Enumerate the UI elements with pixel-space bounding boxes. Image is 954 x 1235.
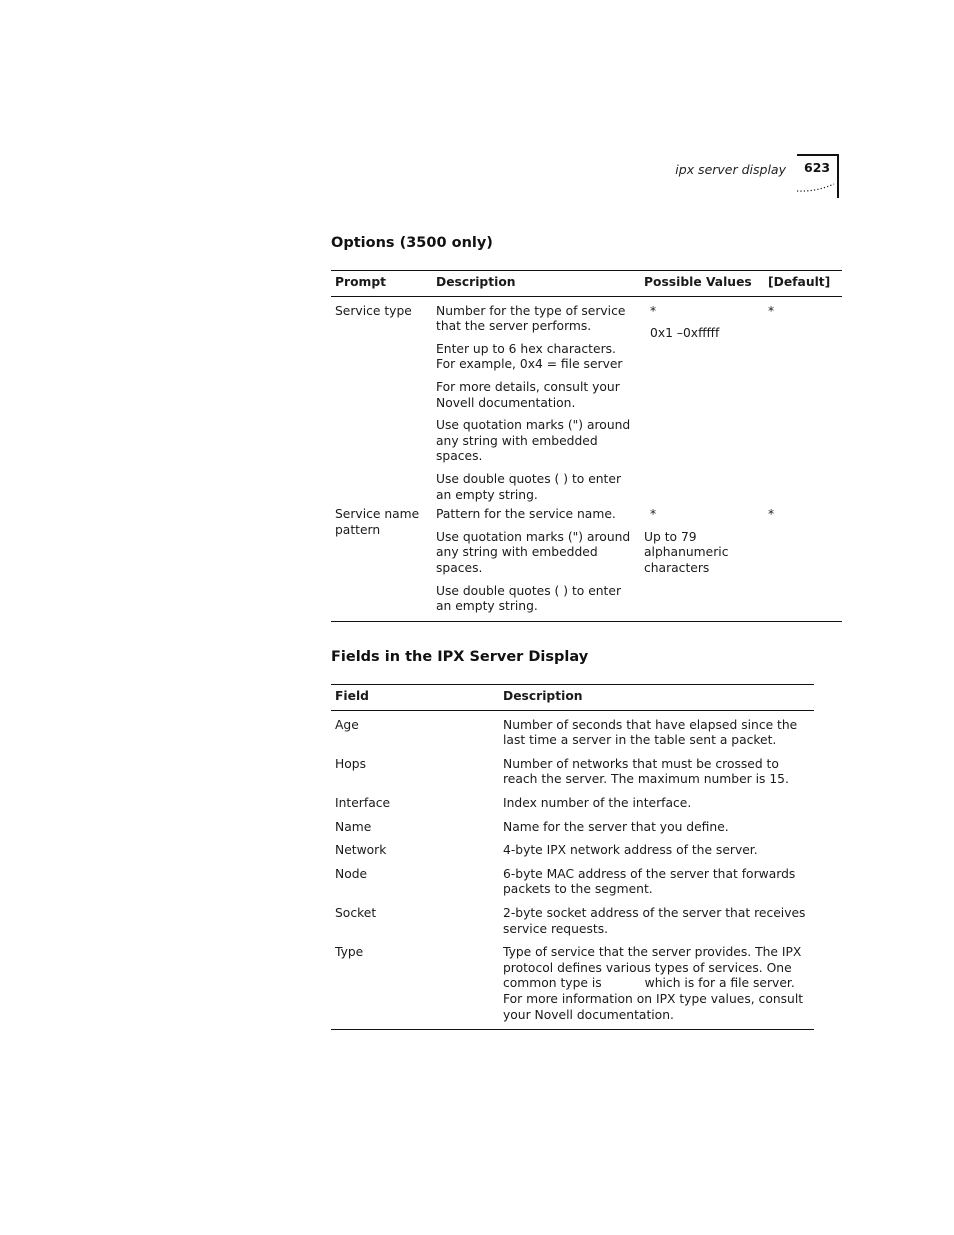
table-row: [331, 843, 814, 867]
table-row: [331, 867, 814, 906]
options-row-service-name-pattern: [331, 503, 842, 621]
description-paragraph: Use quotation marks (") around any string with embedded spaces.: [436, 529, 631, 575]
description-paragraph: Use double quotes ( ) to enter an empty string.: [436, 583, 621, 614]
field-description-cell: Number of seconds that have elapsed since the last time a server in the table sent a packet.: [503, 717, 798, 748]
field-description-cell: 4-byte IPX network address of the server.: [503, 843, 758, 858]
options-header-row: [331, 271, 842, 297]
table-row: [331, 906, 814, 945]
table-row: [331, 757, 814, 796]
description-cell: [432, 296, 640, 503]
field-description-cell: 6-byte MAC address of the server that forwards packets to the segment.: [503, 866, 796, 897]
table-row: [331, 820, 814, 844]
column-header-description: Description: [499, 685, 814, 711]
column-header-prompt: Prompt: [331, 271, 432, 297]
prompt-cell: Service type: [335, 303, 412, 318]
field-name-cell: Name: [335, 819, 372, 834]
options-table: [331, 270, 842, 622]
value-wildcard: *: [650, 303, 657, 318]
page-tab-dotted-curve: [796, 182, 836, 196]
possible-values-cell: [640, 296, 764, 503]
prompt-cell: Service name pattern: [331, 503, 432, 621]
field-name-cell: Type: [331, 945, 499, 1029]
table-row: [331, 945, 814, 1029]
field-description-cell: 2-byte socket address of the server that receives service requests.: [503, 905, 806, 936]
default-cell: *: [764, 503, 842, 621]
column-header-possible-values: Possible Values: [640, 271, 764, 297]
description-paragraph: Enter up to 6 hex characters. For example, 0x4 = file server: [436, 341, 623, 372]
field-description-cell: Number of networks that must be crossed to reach the server. The maximum number is 15.: [503, 756, 789, 787]
description-paragraph: Use double quotes ( ) to enter an empty string.: [436, 471, 621, 502]
column-header-field: Field: [331, 685, 499, 711]
page-tab-top-rule: [797, 154, 838, 156]
field-name-cell: Interface: [335, 795, 391, 810]
description-paragraph: Number for the type of service that the server performs.: [436, 303, 626, 334]
possible-values-cell: [640, 503, 764, 621]
description-paragraph: Use quotation marks (") around any string with embedded spaces.: [436, 418, 631, 464]
value-description: Up to 79 alphanumeric characters: [644, 529, 729, 575]
column-header-description: Description: [432, 271, 640, 297]
field-description-cell: Name for the server that you define.: [503, 819, 729, 834]
description-cell: [432, 503, 640, 621]
field-description-cell: Type of service that the server provides. The IPX protocol defines various types of services. One common type is which is for a file server. For more information on IPX type values, consult your Novell documentation.: [499, 945, 814, 1029]
value-wildcard: *: [650, 507, 657, 522]
options-row-service-type: [331, 296, 842, 503]
table-row: [331, 710, 814, 757]
field-name-cell: Age: [335, 717, 359, 732]
fields-table: [331, 684, 814, 1030]
field-name-cell: Node: [335, 866, 368, 881]
fields-header-row: [331, 685, 814, 711]
field-name-cell: Network: [335, 843, 387, 858]
column-header-default: [Default]: [764, 271, 842, 297]
field-description-cell: Index number of the interface.: [503, 795, 692, 810]
default-cell: *: [768, 303, 775, 318]
field-name-cell: Socket: [335, 905, 377, 920]
header-title: ipx server display: [675, 162, 786, 177]
value-range: 0x1 –0xfffff: [650, 326, 720, 341]
fields-heading: Fields in the IPX Server Display: [331, 649, 589, 665]
page-tab-side-rule: [837, 154, 839, 198]
description-paragraph: For more details, consult your Novell documentation.: [436, 379, 620, 410]
field-name-cell: Hops: [335, 756, 366, 771]
page-number: 623: [804, 160, 831, 175]
description-paragraph: Pattern for the service name.: [436, 507, 616, 522]
table-row: [331, 796, 814, 820]
options-heading: Options (3500 only): [331, 235, 493, 251]
